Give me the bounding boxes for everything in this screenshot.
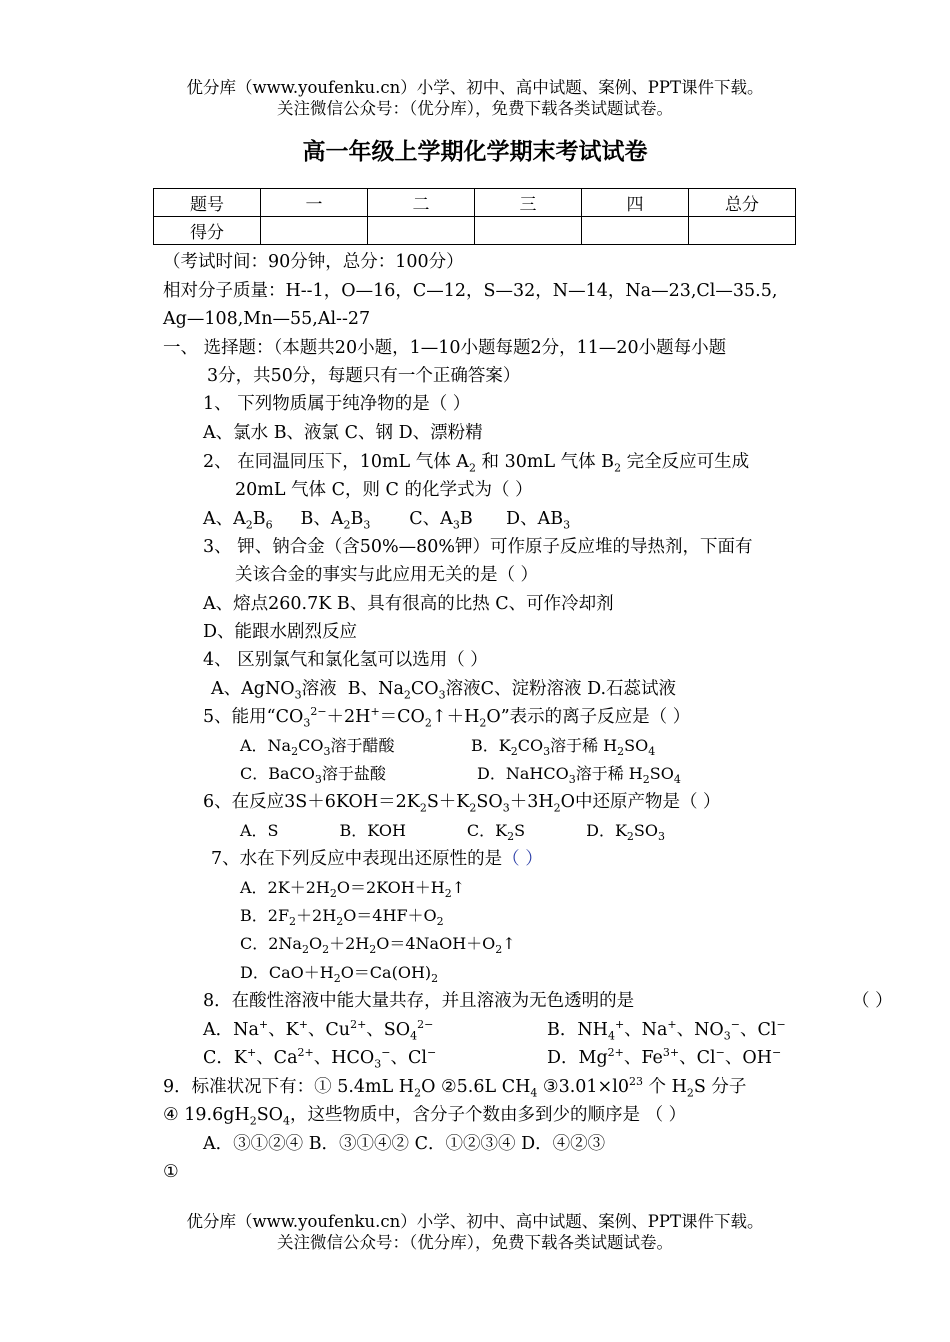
question-7-option-c: C．$2Na_2O_2+2H_2O=4NaOH+O_2↑$: [240, 934, 516, 957]
question-7-option-a: A．$2K+2H_2O=2KOH+H_2↑$: [240, 878, 466, 901]
question-9-stem: 9．标准状况下有：① 5.4mL $H_2O$ ②5.6L $CH_4$ $③3.01\times l0^{23}$ 个 $H_2S$ 分子: [163, 1075, 747, 1100]
section-heading-cont: 3分，共50分，每题只有一个正确答案）: [207, 366, 521, 386]
question-3-options-cont: D、能跟水剧烈反应: [203, 622, 358, 642]
score-header-cell: 总分: [689, 189, 796, 217]
question-8-answer-paren: （ ）: [852, 991, 893, 1011]
question-8-option-d: D．$Mg^{2+}$、$Fe^{3+}$、Cl−、OH−: [547, 1046, 782, 1068]
question-7-option-d: D．$CaO+H_2O=Ca(OH)_2$: [240, 963, 439, 986]
question-9-options: A．③①②④ B．③①④② C．①②③④ D．④②③: [203, 1134, 606, 1154]
question-6-options: A．S B．KOH C．$K_2S$ D．$K_2SO_3$: [240, 821, 665, 844]
score-table: [153, 188, 796, 245]
question-5-option-c: C．BaCO$_3$溶于盐酸: [240, 764, 386, 787]
score-cell[interactable]: [689, 217, 796, 245]
question-5-option-a: A．$Na_2CO_3$溶于醋酸: [240, 736, 395, 759]
exam-time-note: （考试时间：90分钟，总分：100分）: [163, 252, 464, 272]
question-6-stem: 6、在反应$3S+6KOH=2K_2S+K_2SO_3+3H_2O$中还原产物是（ ）: [203, 792, 721, 815]
question-8-option-b: B．$NH_4^+$、Na+、$NO_3^-$、Cl−: [547, 1018, 786, 1043]
score-header-cell: 三: [475, 189, 582, 217]
question-2-stem: 2、 在同温同压下，10mL 气体 $A_2$ 和 30mL 气体 $B_2$ 完全反应可生成: [203, 452, 750, 475]
score-row-label: 得分: [154, 217, 261, 245]
question-9-stem-cont: ④ $19.6gH_2SO_4$，这些物质中，含分子个数由多到少的顺序是 （ ）: [163, 1105, 687, 1128]
question-5-option-b: B．$K_2CO_3$溶于稀 $H_2SO_4$: [471, 736, 656, 759]
score-table-header-row: [154, 189, 796, 217]
question-4-stem: 4、 区别氯气和氯化氢可以选用（ ）: [203, 650, 488, 670]
molecular-mass-line-2: Ag—108,Mn—55,Al--27: [163, 309, 371, 329]
question-7-option-b: B．$2F_2+2H_2O=4HF+O_2$: [240, 906, 444, 929]
question-9-options-cont: ①: [163, 1162, 179, 1182]
question-8-option-a: A．Na+、K+、$Cu^{2+}$、$SO_4^{2-}$: [203, 1018, 434, 1043]
question-8-stem: 8．在酸性溶液中能大量共存，并且溶液为无色透明的是: [203, 991, 635, 1011]
score-header-cell: 题号: [154, 189, 261, 217]
question-3-stem-cont: 关该合金的事实与此应用无关的是（ ）: [235, 565, 539, 585]
section-heading: 一、 选择题：（本题共20小题，1—10小题每题2分，11—20小题每小题: [163, 338, 727, 358]
question-1-options: A、氯水 B、液氯 C、钢 D、漂粉精: [203, 423, 483, 443]
footer-line-2: 关注微信公众号：（优分库），免费下载各类试题试卷。: [277, 1233, 673, 1252]
question-7-stem: 7、水在下列反应中表现出还原性的是（ ）: [211, 849, 543, 869]
score-table-score-row: [154, 217, 796, 245]
question-2-stem-cont: 20mL 气体 C，则 C 的化学式为（ ）: [235, 480, 533, 500]
question-1-stem: 1、 下列物质属于纯净物的是（ ）: [203, 394, 471, 414]
question-5-stem: 5、能用“$CO_3^{2-}+2H^+=CO_2↑+H_2O$”表示的离子反应是（ ）: [203, 705, 691, 730]
score-cell[interactable]: [582, 217, 689, 245]
page-title: 高一年级上学期化学期末考试试卷: [302, 139, 648, 165]
score-header-cell: 二: [368, 189, 475, 217]
header-line-2: 关注微信公众号：（优分库），免费下载各类试题试卷。: [277, 99, 673, 118]
score-header-cell: 一: [261, 189, 368, 217]
question-5-option-d: D．NaHCO$_3$溶于稀 $H_2SO_4$: [477, 764, 681, 787]
score-cell[interactable]: [475, 217, 582, 245]
question-3-options: A、熔点260.7K B、具有很高的比热 C、可作冷却剂: [203, 594, 614, 614]
question-2-options: A、$A_2B_6$ B、$A_2B_3$ C、$A_3B$ D、$AB_3$: [203, 509, 571, 532]
score-header-cell: 四: [582, 189, 689, 217]
score-cell[interactable]: [368, 217, 475, 245]
question-8-option-c: C．K+、$Ca^{2+}$、$HCO_3^-$、Cl−: [203, 1046, 437, 1071]
molecular-mass-line-1: 相对分子质量：H--1，O—16，C—12，S—32，N—14，Na—23,Cl—35.5,: [163, 281, 778, 301]
question-4-options: A、AgNO$_3$溶液 B、$Na_2CO_3$溶液C、淀粉溶液 D.石蕊试液: [211, 679, 677, 702]
question-3-stem: 3、 钾、钠合金（含50%—80%钾）可作原子反应堆的导热剂，下面有: [203, 537, 753, 557]
score-cell[interactable]: [261, 217, 368, 245]
footer-line-1: 优分库（www.youfenku.cn）小学、初中、高中试题、案例、PPT课件下载。: [186, 1212, 764, 1231]
header-line-1: 优分库（www.youfenku.cn）小学、初中、高中试题、案例、PPT课件下载。: [186, 78, 764, 97]
